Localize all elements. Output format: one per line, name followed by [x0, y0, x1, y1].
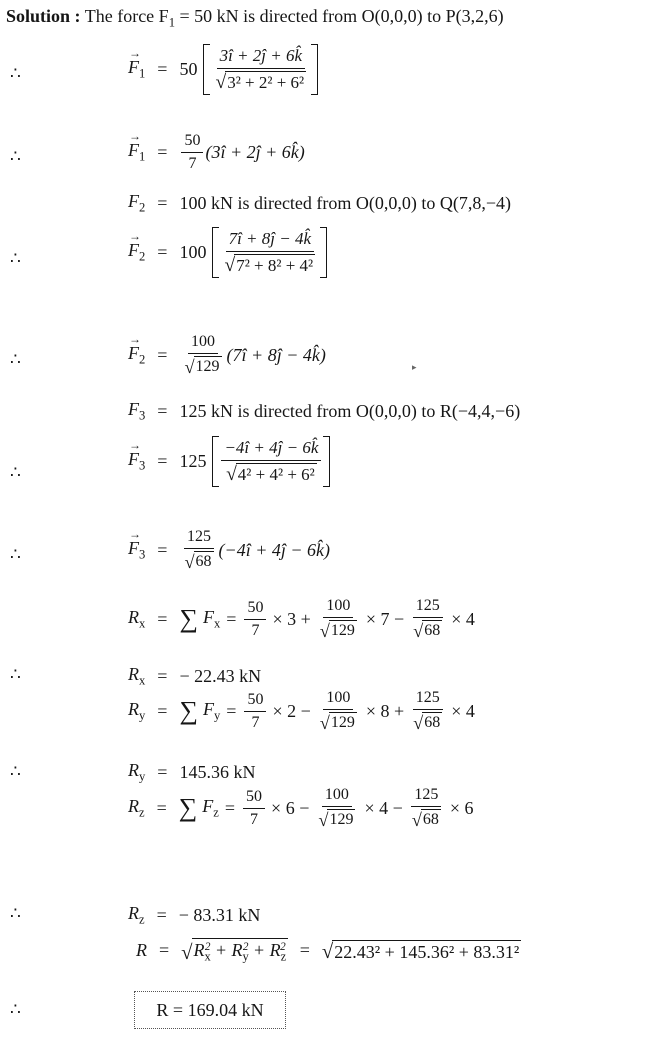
equation-r-magnitude: R = √ $R_x^2 + R_y^2 + R_z^2$ = √ 22.43² + 145.36² + 83.31²	[136, 940, 520, 965]
equation-f2: → $F_2$ = 100 7î + 8ĵ − 4k̂ √ 7² + 8² + 4²	[128, 227, 327, 278]
f1-denominator: 3² + 2² + 6²	[227, 72, 305, 92]
equation-f3: → $F_3$ = 125 −4î + 4ĵ − 6k̂ √ 4² + 4² + 6²	[128, 436, 330, 487]
equation-f1: → $F_1$ = 50 3î + 2ĵ + 6k̂ √ 3² + 2² + 6²	[128, 44, 318, 95]
f1-vector-components: (3î + 2ĵ + 6k̂)	[205, 141, 305, 162]
therefore-symbol: ∴	[10, 762, 21, 781]
therefore-symbol: ∴	[10, 904, 21, 923]
coef-f1: 50	[179, 59, 198, 80]
r-magnitude-values: 22.43² + 145.36² + 83.31²	[334, 941, 520, 962]
equation-f2-simplified: → $F_2$ = 100 √ 129 (7î + 8ĵ − 4k̂)	[128, 331, 326, 377]
therefore-symbol: ∴	[10, 665, 21, 684]
final-answer: R = 169.04 kN	[156, 999, 264, 1020]
therefore-symbol: ∴	[10, 147, 21, 166]
equation-f1-simplified: → $F_1$ = $\frac{50}{7}$ (3î + 2ĵ + 6k̂)	[128, 128, 305, 172]
result-ry: $R_y$ = 145.36 kN	[128, 760, 256, 784]
equation-rx: $R_x$ = ∑ $F_x$ = $\frac{50}{7}$ × 3 + 100 √ 129 × 7 − 125 √ 68 × 4	[128, 597, 475, 641]
final-answer-box	[134, 991, 286, 1029]
equation-ry: $R_y$ = ∑ $F_y$ = $\frac{50}{7}$ × 2 − 100 √ 129 × 8 + 125 √ 68 × 4	[128, 689, 475, 733]
solution-statement	[6, 6, 504, 30]
equation-f3-simplified: → $F_3$ = 125 √ 68 (−4î + 4ĵ − 6k̂)	[128, 526, 330, 572]
f1-numerator: 3î + 2ĵ + 6k̂	[217, 47, 305, 69]
vector-f1: → $F_1$	[128, 46, 146, 81]
solution-label: Solution :	[6, 6, 81, 26]
therefore-symbol: ∴	[10, 1000, 21, 1019]
therefore-symbol: ∴	[10, 350, 21, 369]
therefore-symbol: ∴	[10, 249, 21, 268]
f2-description: $F_2$ = 100 kN is directed from O(0,0,0) to Q(7,8,−4)	[128, 191, 512, 215]
therefore-symbol: ∴	[10, 545, 21, 564]
result-rx: $R_x$ = − 22.43 kN	[128, 664, 262, 688]
f3-description: $F_3$ = 125 kN is directed from O(0,0,0) to R(−4,4,−6)	[128, 399, 521, 423]
therefore-symbol: ∴	[10, 64, 21, 83]
result-rz: $R_z$ = − 83.31 kN	[128, 903, 261, 927]
intro-text: The force $F_1 = 50$ kN is directed from O(0,0,0) to P(3,2,6)	[84, 6, 504, 30]
therefore-symbol: ∴	[10, 463, 21, 482]
scan-speck: ▸	[412, 362, 417, 372]
equation-rz: $R_z$ = ∑ $F_z$ = $\frac{50}{7}$ × 6 − 100 √ 129 × 4 − 125 √ 68 × 6	[128, 786, 474, 830]
